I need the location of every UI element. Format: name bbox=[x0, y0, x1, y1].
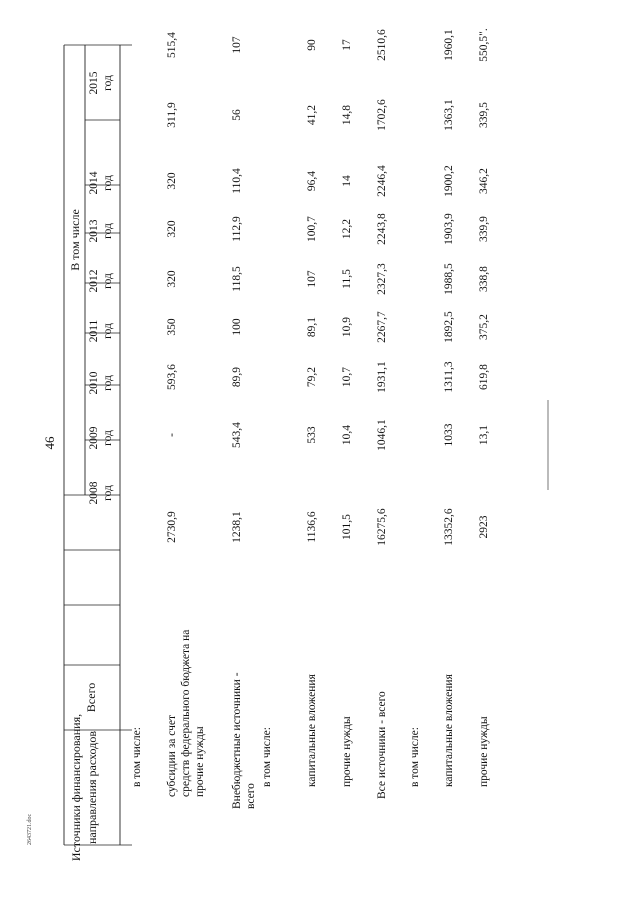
row-8-value-1: 1311,3 bbox=[443, 361, 455, 393]
row-2-value-0: 543,4 bbox=[231, 422, 243, 448]
header-year-7: 2015 bbox=[88, 71, 100, 95]
row-4-value-0: 533 bbox=[306, 426, 318, 444]
row-2-value-5: 110,4 bbox=[231, 168, 243, 194]
header-source-line1: Источники финансирования, bbox=[69, 713, 83, 862]
header-year-5: 2013 bbox=[88, 219, 100, 243]
row-8-value-6: 1363,1 bbox=[443, 99, 455, 131]
row-2-label-1: Внебюджетные источники - bbox=[231, 672, 243, 809]
row-9-value-1: 619,8 bbox=[478, 364, 490, 390]
row-5-value-3: 11,5 bbox=[341, 269, 353, 289]
row-6-value-0: 1046,1 bbox=[376, 419, 388, 451]
row-4-label: капитальные вложения bbox=[306, 674, 318, 787]
header-year-unit-3: год bbox=[102, 323, 114, 339]
row-9-total: 2923 bbox=[478, 515, 490, 539]
header-year-6: 2014 bbox=[88, 171, 100, 195]
row-4-value-4: 100,7 bbox=[306, 216, 318, 242]
header-year-unit-5: год bbox=[102, 223, 114, 239]
header-year-unit-1: год bbox=[102, 430, 114, 446]
row-9-value-0: 13,1 bbox=[478, 424, 490, 446]
row-5-value-0: 10,4 bbox=[341, 424, 353, 446]
header-year-4: 2012 bbox=[88, 269, 100, 293]
row-5-value-7: 17 bbox=[341, 39, 353, 51]
row-5-value-6: 14,8 bbox=[341, 104, 353, 126]
row-1-value-6: 311,9 bbox=[166, 102, 178, 128]
row-4-total: 1136,6 bbox=[306, 511, 318, 543]
row-9-value-2: 375,2 bbox=[478, 314, 490, 340]
header-year-unit-7: год bbox=[102, 75, 114, 91]
table-group bbox=[42, 28, 548, 861]
row-2-value-7: 107 bbox=[231, 36, 243, 54]
row-9-value-5: 346,2 bbox=[478, 168, 490, 194]
row-2-value-6: 56 bbox=[231, 109, 243, 121]
row-8-value-2: 1892,5 bbox=[443, 311, 455, 343]
row-1-value-3: 320 bbox=[166, 270, 178, 288]
row-8-total: 13352,6 bbox=[443, 508, 455, 546]
header-in-total: В том числе bbox=[68, 209, 82, 271]
row-9-label: прочие нужды bbox=[478, 716, 490, 787]
row-4-value-1: 79,2 bbox=[306, 366, 318, 388]
row-1-label-3: прочие нужды bbox=[194, 726, 206, 797]
row-5-value-5: 14 bbox=[341, 175, 353, 187]
row-6-value-2: 2267,7 bbox=[376, 311, 388, 343]
row-1-value-1: 593,6 bbox=[166, 364, 178, 390]
header-year-1: 2009 bbox=[88, 426, 100, 450]
row-1-value-7: 515,4 bbox=[166, 32, 178, 58]
row-1-value-4: 320 bbox=[166, 220, 178, 238]
row-9-value-3: 338,8 bbox=[478, 266, 490, 292]
row-6-value-3: 2327,3 bbox=[376, 263, 388, 295]
row-2-total: 1238,1 bbox=[231, 511, 243, 543]
row-6-value-6: 1702,6 bbox=[376, 99, 388, 131]
row-8-value-7: 1960,1 bbox=[443, 29, 455, 61]
row-5-value-2: 10,9 bbox=[341, 316, 353, 338]
row-2-value-2: 100 bbox=[231, 318, 243, 336]
row-3-label: в том числе: bbox=[261, 727, 273, 787]
row-8-value-0: 1033 bbox=[443, 423, 455, 447]
row-6-value-7: 2510,6 bbox=[376, 29, 388, 61]
row-6-total: 16275,6 bbox=[376, 508, 388, 546]
row-8-value-4: 1903,9 bbox=[443, 213, 455, 245]
row-4-value-2: 89,1 bbox=[306, 316, 318, 338]
row-5-label: прочие нужды bbox=[341, 716, 353, 787]
row-6-value-5: 2246,4 bbox=[376, 165, 388, 197]
row-8-value-3: 1988,5 bbox=[443, 263, 455, 295]
row-0-label: в том числе: bbox=[131, 727, 143, 787]
row-5-value-4: 12,2 bbox=[341, 218, 353, 240]
row-4-value-5: 96,4 bbox=[306, 170, 318, 192]
file-name: 2643721.doc bbox=[27, 813, 33, 845]
row-2-value-3: 118,5 bbox=[231, 266, 243, 292]
row-1-label-1: субсидии за счет bbox=[166, 714, 178, 797]
row-4-value-7: 90 bbox=[306, 39, 318, 51]
row-2-value-1: 89,9 bbox=[231, 366, 243, 388]
row-2-value-4: 112,9 bbox=[231, 216, 243, 242]
row-7-label: в том числе: bbox=[409, 727, 421, 787]
row-1-value-2: 350 bbox=[166, 318, 178, 336]
row-9-value-4: 339,9 bbox=[478, 216, 490, 242]
row-9-value-7: 550,5". bbox=[478, 28, 490, 62]
row-4-value-3: 107 bbox=[306, 270, 318, 288]
row-6-label: Все источники - всего bbox=[376, 691, 388, 799]
row-5-value-1: 10,7 bbox=[341, 366, 353, 388]
header-source-line2: направления расходов bbox=[85, 731, 99, 844]
row-1-value-0: - bbox=[166, 433, 178, 437]
row-6-value-4: 2243,8 bbox=[376, 213, 388, 245]
header-year-unit-6: год bbox=[102, 175, 114, 191]
page-number: 46 bbox=[42, 436, 57, 450]
header-year-unit-2: год bbox=[102, 375, 114, 391]
row-9-value-6: 339,5 bbox=[478, 102, 490, 128]
row-2-label-2: всего bbox=[245, 783, 257, 809]
row-1-label-2: средств федерального бюджета на bbox=[180, 629, 192, 797]
row-1-value-5: 320 bbox=[166, 172, 178, 190]
header-year-2: 2010 bbox=[88, 371, 100, 395]
header-year-unit-0: год bbox=[102, 485, 114, 501]
header-year-0: 2008 bbox=[88, 481, 100, 505]
header-year-3: 2011 bbox=[88, 319, 100, 343]
header-total: Всего bbox=[84, 682, 98, 713]
row-8-label: капитальные вложения bbox=[443, 674, 455, 787]
row-6-value-1: 1931,1 bbox=[376, 361, 388, 393]
row-5-total: 101,5 bbox=[341, 514, 353, 540]
row-4-value-6: 41,2 bbox=[306, 104, 318, 126]
row-8-value-5: 1900,2 bbox=[443, 165, 455, 197]
row-1-total: 2730,9 bbox=[166, 511, 178, 543]
header-year-unit-4: год bbox=[102, 273, 114, 289]
